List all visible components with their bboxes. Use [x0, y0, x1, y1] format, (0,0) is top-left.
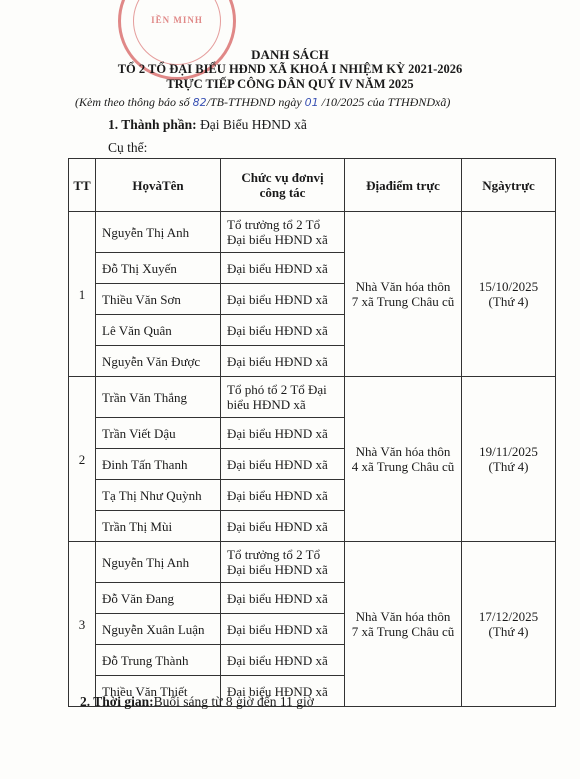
duty-location: Nhà Văn hóa thôn 7 xã Trung Châu cũ — [345, 212, 462, 377]
duty-location: Nhà Văn hóa thôn 4 xã Trung Châu cũ — [345, 377, 462, 542]
member-name: Đỗ Thị Xuyến — [96, 253, 221, 284]
document-subtitle-line-2: TRỰC TIẾP CÔNG DÂN QUÝ IV NĂM 2025 — [166, 77, 414, 91]
table-row — [69, 377, 556, 418]
table-header-row — [69, 159, 556, 212]
member-position: Đại biểu HĐND xã — [221, 449, 345, 480]
duty-date: 15/10/2025 (Thứ 4) — [462, 212, 556, 377]
member-name: Đỗ Văn Đang — [96, 583, 221, 614]
section-time — [80, 694, 314, 710]
member-position: Đại biểu HĐND xã — [221, 645, 345, 676]
section-composition-value: Đại Biểu HĐND xã — [196, 117, 307, 132]
member-position: Đại biểu HĐND xã — [221, 511, 345, 542]
section-composition-label: 1. Thành phần: — [108, 117, 197, 132]
member-position: Đại biểu HĐND xã — [221, 676, 345, 707]
reference-note — [75, 95, 450, 110]
reference-prefix: (Kèm theo thông báo số — [75, 95, 193, 109]
document-subtitle-line-1: TỔ 2 TỔ ĐẠI BIỂU HĐND XÃ KHOÁ I NHIỆM KỲ 2021-2026 — [117, 62, 463, 76]
member-name: Tạ Thị Như Quỳnh — [96, 480, 221, 511]
member-name: Nguyễn Thị Anh — [96, 212, 221, 253]
header-location: Địađiểm trực — [345, 159, 462, 212]
member-position: Đại biểu HĐND xã — [221, 480, 345, 511]
section-time-label: 2. Thời gian: — [80, 694, 154, 709]
group-number: 1 — [69, 212, 96, 377]
member-name: Trần Viết Dậu — [96, 418, 221, 449]
member-position: Đại biểu HĐND xã — [221, 284, 345, 315]
member-name: Nguyễn Thị Anh — [96, 542, 221, 583]
member-position: Tổ phó tổ 2 Tổ Đại biểu HĐND xã — [221, 377, 345, 418]
reference-middle: /TB-TTHĐND ngày — [206, 95, 305, 109]
header-position: Chức vụ đơnvị công tác — [221, 159, 345, 212]
member-position: Đại biểu HĐND xã — [221, 614, 345, 645]
member-name: Nguyễn Văn Được — [96, 346, 221, 377]
member-position: Tổ trưởng tổ 2 Tổ Đại biểu HĐND xã — [221, 212, 345, 253]
reference-suffix: /10/2025 của TTHĐNDxã) — [318, 95, 451, 109]
reference-day: 01 — [304, 96, 319, 109]
duty-date: 19/11/2025 (Thứ 4) — [462, 377, 556, 542]
member-position: Đại biểu HĐND xã — [221, 315, 345, 346]
group-number: 3 — [69, 542, 96, 707]
member-name: Nguyễn Xuân Luận — [96, 614, 221, 645]
member-name: Thiều Văn Thiết — [96, 676, 221, 707]
member-position: Tổ trưởng tổ 2 Tổ Đại biểu HĐND xã — [221, 542, 345, 583]
group-number: 2 — [69, 377, 96, 542]
member-position: Đại biểu HĐND xã — [221, 583, 345, 614]
member-name: Trần Thị Mùi — [96, 511, 221, 542]
member-name: Thiều Văn Sơn — [96, 284, 221, 315]
header-tt: TT — [69, 159, 96, 212]
schedule-table — [68, 158, 556, 707]
header-date: Ngàytrực — [462, 159, 556, 212]
member-name: Lê Văn Quân — [96, 315, 221, 346]
table-row — [69, 212, 556, 253]
member-name: Đinh Tấn Thanh — [96, 449, 221, 480]
header-name: HọvàTên — [96, 159, 221, 212]
member-name: Trần Văn Thắng — [96, 377, 221, 418]
member-position: Đại biểu HĐND xã — [221, 346, 345, 377]
seal-text: IỀN MINH — [151, 15, 203, 25]
member-name: Đỗ Trung Thành — [96, 645, 221, 676]
section-time-value: Buổi sáng từ 8 giờ đến 11 giờ — [153, 694, 314, 709]
duty-location: Nhà Văn hóa thôn 7 xã Trung Châu cũ — [345, 542, 462, 707]
member-position: Đại biểu HĐND xã — [221, 418, 345, 449]
document-title: DANH SÁCH — [251, 47, 329, 62]
member-position: Đại biểu HĐND xã — [221, 253, 345, 284]
details-label: Cụ thể: — [108, 140, 148, 155]
duty-date: 17/12/2025 (Thứ 4) — [462, 542, 556, 707]
section-composition — [108, 117, 307, 133]
reference-number: 82 — [192, 96, 207, 109]
table-row — [69, 542, 556, 583]
